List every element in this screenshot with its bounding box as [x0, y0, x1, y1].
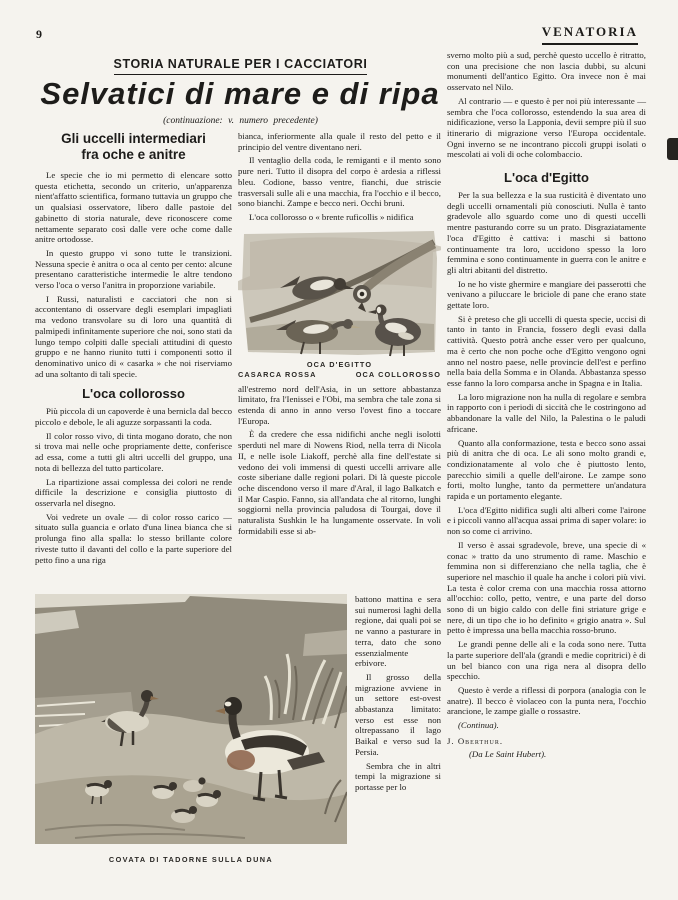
scan-artifact [667, 138, 678, 160]
source-note: (Da Le Saint Hubert). [469, 749, 547, 760]
section-heading-oca-egitto: L'oca d'Egitto [504, 170, 589, 186]
paragraph: Il color rosso vivo, di tinta mogano dorato, che non si trova mai nelle oche propriamente dette, conferisce ad essa, come a tutti gli altri uccelli del gruppo, una nota di bellezza del tutto particolare. [35, 430, 232, 473]
paragraph: Al contrario — e questo è per noi più interessante — sembra che l'oca collorosso, estendendo la sua area di nidificazione, verso la Lapponia, devii sempre più il suo itinerario di migrazione verso l'Europa occidentale. Ogni inverno se ne incontrano piccoli gruppi isolati o mescolati ai voli di oche colombaccio. [447, 95, 646, 160]
section-heading-line1: Gli uccelli intermediari [61, 131, 206, 146]
paragraph: L'oca d'Egitto nidifica sugli alti alberi come l'airone e i piccoli vanno all'acqua assai prima di saper volare: io non so come ci arrivino. [447, 504, 646, 537]
paragraph: Il ventaglio della coda, le remiganti e il mento sono pure neri. Tutto il disopra del corpo è ardesia a riflessi bleu. Codione, basso ventre, fianchi, due striscie trasversali sulle ali e una macchia, fra l'occhio e il becco, sono bianchi. Zampe e becco neri. Occhi bruni. [238, 155, 441, 209]
paragraph: In questo gruppo vi sono tutte le transizioni. Nessuna specie è anitra o oca al cento per cento: alcune presentano caratteristiche intermedie le altre tendono verso l'oca o verso l'anitra in proporzione variabile. [35, 247, 232, 291]
paragraph: Sembra che in altri tempi la migrazione si portasse per lo [355, 760, 441, 792]
figure-geese-captions [238, 360, 441, 379]
paragraph: Io ne ho viste ghermire e mangiare dei passerotti che venivano a piluccare le briciole di pane che erano state gettate loro. [447, 278, 646, 311]
paragraph: sverno molto più a sud, perchè questo uccello è ritratto, con una precisione che non lascia dubbi, su alcuni monumenti dell'antico Egitto. Ora invece non è mai osservato nel Nilo. [447, 50, 646, 93]
paragraph: Questo è verde a riflessi di porpora (analogia con le anatre). Il becco è violaceo con la punta nera, l'occhio arancione, le zampe gialle o rossastre. [447, 684, 646, 717]
column-middle-narrow [355, 594, 441, 796]
paragraph: battono mattina e sera sui numerosi laghi della regione, dai quali poi se ne vanno a pasturare in terra, dato che sono essenzialmente erbivore. [355, 594, 441, 669]
paragraph: Quanto alla conformazione, testa e becco sono assai più di anitra che di oca. Le ali sono molto grandi e, condizionatamente al volo che è piuttosto lento, parecchio simili a quelle dell'airone. Le zampe sono forti, molto lunghe, tanto da permettere un'andatura rapida e un portamento elegante. [447, 437, 646, 502]
paragraph: bianca, inferiormente alla quale il resto del petto e il principio del ventre diventano neri. [238, 131, 441, 152]
paragraph: Per la sua bellezza e la sua rusticità è diventato uno degli uccelli ornamentali più conosciuti. Nulla è tanto gradevole allo sguardo come uno di questi uccelli mentre pasturando corre su un prato. Disgraziatamente l'oca d'Egitto è cattiva: i maschi si battono continuamente tra loro, uccidono spesso la loro femmina e sono continuamente in guerra con le anitre e gli altri abitanti del distretto. [447, 190, 646, 275]
continua-note: (Continua). [458, 720, 499, 731]
paragraph: Voi vedrete un ovale — di color rosso carico — situato sulla guancia e orlato d'una linea bianca che si prolunga fino alla spalla: lo stesso brillante colore riveste tutto il davanti del collo e la parte superiore del petto fino a una riga [35, 511, 232, 565]
caption-covata-tadorne: COVATA DI TADORNE SULLA DUNA [108, 855, 274, 864]
paragraph: La ripartizione assai complessa dei colori ne rende difficile la descrizione e consiglia piuttosto di osservarla nel disegno. [35, 476, 232, 508]
figure-tadorne [35, 594, 347, 864]
section-heading-line2: fra oche e anitre [81, 147, 186, 162]
column-middle [238, 131, 441, 593]
caption-oca-collorosso: OCA COLLOROSSO [355, 369, 441, 379]
masthead-title: VENATORIA [542, 24, 638, 45]
section-heading-intermediari [35, 131, 232, 163]
paragraph: Si è preteso che gli uccelli di questa specie, uccisi di tanto in tanto in Francia, fossero degli evasi dalla cattività. Questo potrà anche esser vero per qualcuno, ma è certo che non poche oche d'Egitto vengono ogni anno nel nostro paese, nelle provincie dell'est e perfino nella baia della Somma e in Olanda. Abbastanza spesso esse fanno la loro comparsa anche in Spagna e in Italia. [447, 313, 646, 388]
article-kicker: STORIA NATURALE PER I CACCIATORI [114, 57, 368, 75]
article-kicker-row [48, 55, 433, 75]
caption-oca-egitto: OCA D'EGITTO [306, 359, 373, 369]
paragraph: Il verso è assai sgradevole, breve, una specie di « conac » tratto da uno strumento di rame. Maschio e femmina non si differenziano che nella taglia, che è superiore nel maschio il quale ha anche i colori più vivi. La testa è color crema con una macchia rossa attorno all'occhio: collo, petto, ventre, e una parte del dorso sono di un bigio caldo con delle fini striature grige e nere, di un tipo che io ho definito « grigio anatra ». Sul petto è impressa una bella macchia rosso-bruno. [447, 539, 646, 636]
paragraph: È da credere che essa nidifichi anche negli isolotti sperduti nel mare di Nowens Riod, nella terra di Nicola II, e nelle isole Liakoff, perchè alla fine dell'estate si vedono dei voli immensi di questi uccelli arrivare alle coste siberiane dalle regioni polari. Di là queste piccole oche discendono verso il mare d'Aral, il lago Balkatch e il Mar Caspio. Fanno, sia all'andata che al ritorno, lunghi soggiorni nella provincia paludosa di Tourgai, dove il naturalista Sushkin le ha lungamente osservate. In voli formidabili esse si ab- [238, 429, 441, 536]
paragraph: Le grandi penne delle ali e la coda sono nere. Tutta la parte superiore dell'ala (grandi e medie copritrici) è di un bel bianco con una riga nera al disopra dello specchio. [447, 639, 646, 682]
section-heading-collorosso: L'oca collorosso [82, 386, 185, 402]
paragraph: all'estremo nord dell'Asia, in un settore abbastanza limitato, fra l'Ienissei e l'Obi, ma sembra che tale zona si estenda di anno in anno verso l'ovest fino a toccare l'Europa. [238, 383, 441, 426]
paragraph: Il grosso della migrazione avviene in un settore est-ovest abbastanza limitato: verso est esse non oltrepassano il lago Baikal e verso sud la Persia. [355, 671, 441, 757]
paragraph: Le specie che io mi permetto di elencare sotto questa etichetta, secondo un criterio, un'apparenza nient'affatto scientifica, formano tuttavia un gruppo che un qualsiasi osservatore, libero dalle pastoie del gabinetto di storia naturale, deve riconoscere come nettamente separato così dalle vere oche come dalle anitre ortodosse. [35, 170, 232, 245]
article-title: Selvatici di mare e di ripa [40, 76, 440, 111]
page-number: 9 [36, 27, 42, 41]
tadorne-illustration [35, 594, 347, 844]
paragraph: Più piccola di un capoverde è una bernicla dal becco piccolo e debole, le ali aguzze sorpassanti la coda. [35, 406, 232, 428]
geese-illustration [238, 228, 441, 358]
paragraph: La loro migrazione non ha nulla di regolare e sembra in rapporto con i periodi di siccità che le costringono ad abbandonare la valle del Nilo, la Palestina o le paludi africane. [447, 391, 646, 434]
figure-geese [238, 228, 441, 379]
column-right [447, 50, 646, 763]
paragraph: L'oca collorosso o « brente ruficollis » nidifica [249, 211, 414, 222]
caption-casarca-rossa: CASARCA ROSSA [238, 369, 317, 379]
column-left [35, 131, 232, 601]
author-signature: J. Oberthur. [447, 735, 504, 746]
paragraph: I Russi, naturalisti e cacciatori che non si accontentano di osservare degli esemplari impagliati ma vedono transvolare su di loro una quantità di palmipedi infinitamente superiore che noi, sono stati da lungo tempo colpiti dalle speciali attitudini di questo gruppo e ne hanno riunito tutti i componenti sotto il denominativo unico di « casarka » che noi riserviamo ad una soltanto di tali specie. [35, 293, 232, 379]
article-subtitle: (continuazione: v. numero precedente) [163, 116, 318, 126]
